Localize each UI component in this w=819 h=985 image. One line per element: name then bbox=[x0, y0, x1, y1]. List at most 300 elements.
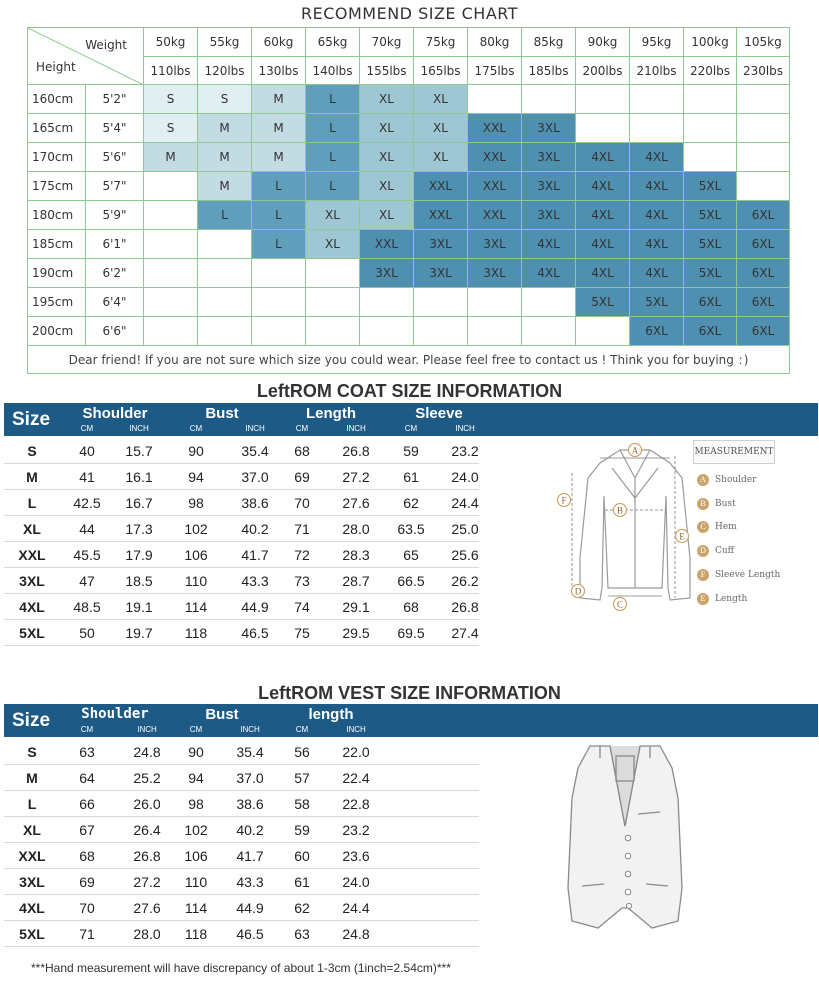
size-cell: 6XL bbox=[737, 201, 790, 230]
weight-lbs-header: 140lbs bbox=[306, 57, 360, 85]
coat-sketch-icon bbox=[580, 450, 690, 600]
coat-value: 74 bbox=[294, 599, 310, 615]
height-ft: 5'9" bbox=[86, 201, 144, 230]
size-cell: L bbox=[306, 143, 360, 172]
size-cell: 3XL bbox=[414, 259, 468, 288]
recommend-row bbox=[28, 143, 790, 172]
height-ft: 6'4" bbox=[86, 288, 144, 317]
coat-value: 37.0 bbox=[241, 469, 269, 485]
legend-label: Bust bbox=[715, 498, 736, 509]
coat-value: 106 bbox=[184, 547, 208, 563]
vest-value: 24.0 bbox=[342, 874, 370, 890]
marker-letter: F bbox=[561, 495, 567, 506]
size-cell bbox=[684, 85, 737, 114]
weight-kg-header: 75kg bbox=[414, 28, 468, 57]
coat-diagram-markers bbox=[558, 444, 689, 611]
size-label: L bbox=[27, 495, 37, 511]
height-axis-label: Height bbox=[36, 60, 76, 74]
marker-letter: A bbox=[631, 445, 639, 456]
legend-item bbox=[697, 542, 734, 558]
coat-header-sleeve: Sleeve bbox=[415, 405, 463, 422]
vest-size-row bbox=[4, 765, 479, 791]
size-cell: 5XL bbox=[630, 288, 684, 317]
vest-value: 98 bbox=[188, 796, 204, 812]
size-cell: XL bbox=[414, 85, 468, 114]
footnote: ***Hand measurement will have discrepancy of about 1-3cm (1inch=2.54cm)*** bbox=[31, 961, 451, 975]
size-cell: 4XL bbox=[630, 230, 684, 259]
coat-size-row bbox=[4, 568, 479, 594]
size-cell: XL bbox=[360, 172, 414, 201]
recommend-row bbox=[28, 172, 790, 201]
legend-item bbox=[697, 495, 736, 511]
vest-value: 67 bbox=[79, 822, 95, 838]
size-cell: 4XL bbox=[630, 201, 684, 230]
vest-value: 68 bbox=[79, 848, 95, 864]
legend-letter-icon: A bbox=[697, 474, 709, 486]
vest-unit-cm: CM bbox=[80, 725, 94, 734]
size-cell: M bbox=[252, 114, 306, 143]
vest-size-row bbox=[4, 791, 479, 817]
size-cell: XL bbox=[360, 201, 414, 230]
coat-unit-inch: INCH bbox=[455, 424, 475, 433]
size-cell: 3XL bbox=[360, 259, 414, 288]
coat-section-title: LeftROM COAT SIZE INFORMATION bbox=[256, 381, 563, 401]
size-cell: L bbox=[252, 201, 306, 230]
size-label: 5XL bbox=[19, 926, 45, 942]
size-cell: S bbox=[144, 114, 198, 143]
size-label: L bbox=[27, 796, 37, 812]
height-cm: 195cm bbox=[28, 288, 86, 317]
vest-value: 56 bbox=[294, 744, 310, 760]
coat-value: 98 bbox=[188, 495, 204, 511]
coat-value: 43.3 bbox=[241, 573, 269, 589]
size-cell: L bbox=[306, 114, 360, 143]
size-cell bbox=[576, 85, 630, 114]
size-cell: 4XL bbox=[630, 259, 684, 288]
vest-value: 58 bbox=[294, 796, 310, 812]
coat-value: 61 bbox=[403, 469, 419, 485]
measurement-legend-box bbox=[693, 440, 775, 464]
row-divider bbox=[4, 946, 479, 947]
coat-value: 26.8 bbox=[342, 443, 370, 459]
size-cell bbox=[252, 259, 306, 288]
weight-kg-header: 105kg bbox=[737, 28, 790, 57]
vest-value: 64 bbox=[79, 770, 95, 786]
coat-value: 59 bbox=[403, 443, 419, 459]
coat-value: 26.2 bbox=[451, 573, 479, 589]
vest-unit-inch: INCH bbox=[346, 725, 366, 734]
coat-value: 41.7 bbox=[241, 547, 269, 563]
vest-value: 94 bbox=[188, 770, 204, 786]
weight-kg-header: 95kg bbox=[630, 28, 684, 57]
vest-size-row bbox=[4, 739, 479, 765]
size-cell bbox=[684, 114, 737, 143]
vest-unit-inch: INCH bbox=[240, 725, 260, 734]
coat-value: 114 bbox=[184, 599, 208, 615]
size-cell bbox=[360, 317, 414, 346]
legend-item bbox=[697, 471, 756, 487]
coat-value: 63.5 bbox=[397, 521, 425, 537]
coat-value: 26.8 bbox=[451, 599, 479, 615]
size-label: M bbox=[26, 770, 38, 786]
height-ft: 5'2" bbox=[86, 85, 144, 114]
weight-lbs-header: 210lbs bbox=[630, 57, 684, 85]
weight-kg-header: 70kg bbox=[360, 28, 414, 57]
vest-header-bust: Bust bbox=[205, 706, 239, 723]
coat-value: 25.6 bbox=[451, 547, 479, 563]
size-cell: 5XL bbox=[576, 288, 630, 317]
size-cell: XXL bbox=[468, 114, 522, 143]
coat-value: 48.5 bbox=[73, 599, 101, 615]
weight-lbs-header: 120lbs bbox=[198, 57, 252, 85]
size-cell: 4XL bbox=[522, 259, 576, 288]
size-cell: 6XL bbox=[737, 288, 790, 317]
size-cell bbox=[144, 317, 198, 346]
recommend-row bbox=[28, 201, 790, 230]
coat-value: 118 bbox=[184, 625, 208, 641]
legend-letter-icon: D bbox=[697, 545, 709, 557]
size-cell bbox=[144, 201, 198, 230]
legend-item bbox=[697, 590, 747, 606]
vest-value: 106 bbox=[184, 848, 208, 864]
size-cell: M bbox=[198, 143, 252, 172]
size-cell: 4XL bbox=[576, 172, 630, 201]
coat-unit-cm: CM bbox=[80, 424, 94, 433]
size-cell: L bbox=[306, 172, 360, 201]
legend-letter-icon: F bbox=[697, 569, 709, 581]
coat-value: 24.4 bbox=[451, 495, 479, 511]
size-cell bbox=[684, 143, 737, 172]
coat-value: 70 bbox=[294, 495, 310, 511]
coat-value: 23.2 bbox=[451, 443, 479, 459]
legend-item bbox=[697, 566, 780, 582]
size-cell bbox=[144, 288, 198, 317]
size-cell: 6XL bbox=[737, 317, 790, 346]
weight-axis-label: Weight bbox=[85, 38, 127, 52]
size-cell bbox=[630, 85, 684, 114]
size-cell bbox=[252, 317, 306, 346]
recommend-row bbox=[28, 85, 790, 114]
size-label: XXL bbox=[18, 848, 46, 864]
size-cell: 5XL bbox=[684, 230, 737, 259]
size-label: 4XL bbox=[19, 599, 45, 615]
coat-value: 44 bbox=[79, 521, 95, 537]
weight-kg-header: 65kg bbox=[306, 28, 360, 57]
coat-value: 110 bbox=[184, 573, 208, 589]
coat-unit-inch: INCH bbox=[245, 424, 265, 433]
size-cell bbox=[306, 288, 360, 317]
coat-value: 25.0 bbox=[451, 521, 479, 537]
size-label: S bbox=[27, 443, 37, 459]
coat-value: 17.9 bbox=[125, 547, 153, 563]
coat-value: 102 bbox=[184, 521, 208, 537]
coat-size-row bbox=[4, 620, 479, 646]
weight-kg-header: 100kg bbox=[684, 28, 737, 57]
legend-letter-icon: E bbox=[697, 593, 709, 605]
marker-letter: C bbox=[616, 599, 624, 610]
size-cell: XXL bbox=[360, 230, 414, 259]
coat-value: 27.6 bbox=[342, 495, 370, 511]
size-cell: 6XL bbox=[737, 259, 790, 288]
size-cell: 6XL bbox=[684, 288, 737, 317]
vest-value: 44.9 bbox=[236, 900, 264, 916]
vest-value: 66 bbox=[79, 796, 95, 812]
recommend-chart-title: RECOMMEND SIZE CHART bbox=[301, 4, 518, 23]
vest-value: 110 bbox=[184, 874, 208, 890]
coat-value: 42.5 bbox=[73, 495, 101, 511]
recommend-size-chart bbox=[27, 0, 792, 373]
legend-label: Cuff bbox=[715, 546, 735, 557]
size-cell: M bbox=[252, 85, 306, 114]
vest-value: 62 bbox=[294, 900, 310, 916]
vest-value: 23.2 bbox=[342, 822, 370, 838]
coat-value: 68 bbox=[294, 443, 310, 459]
size-label: 4XL bbox=[19, 900, 45, 916]
coat-size-row bbox=[4, 516, 479, 542]
coat-value: 38.6 bbox=[241, 495, 269, 511]
vest-value: 70 bbox=[79, 900, 95, 916]
size-cell: 5XL bbox=[684, 201, 737, 230]
vest-size-header: Size bbox=[12, 710, 51, 731]
coat-value: 71 bbox=[294, 521, 310, 537]
vest-value: 102 bbox=[184, 822, 208, 838]
coat-size-header: Size bbox=[12, 409, 51, 430]
size-cell bbox=[252, 288, 306, 317]
vest-value: 22.0 bbox=[342, 744, 370, 760]
vest-unit-cm: CM bbox=[295, 725, 309, 734]
vest-value: 24.8 bbox=[342, 926, 370, 942]
size-cell: XL bbox=[360, 114, 414, 143]
vest-header-length: length bbox=[308, 706, 354, 723]
size-cell bbox=[198, 259, 252, 288]
height-ft: 6'1" bbox=[86, 230, 144, 259]
recommend-row bbox=[28, 114, 790, 143]
vest-value: 69 bbox=[79, 874, 95, 890]
coat-value: 47 bbox=[79, 573, 95, 589]
height-cm: 180cm bbox=[28, 201, 86, 230]
size-cell bbox=[468, 288, 522, 317]
size-cell bbox=[306, 317, 360, 346]
legend-label: Shoulder bbox=[715, 474, 757, 485]
size-cell: L bbox=[252, 172, 306, 201]
size-cell bbox=[737, 85, 790, 114]
legend-label: Hem bbox=[715, 522, 737, 533]
weight-kg-header: 85kg bbox=[522, 28, 576, 57]
coat-value: 44.9 bbox=[241, 599, 269, 615]
recommend-note: Dear friend! If you are not sure which size you could wear. Please feel free to contact us ! Think you for buying ：) bbox=[28, 346, 790, 374]
vest-value: 40.2 bbox=[236, 822, 264, 838]
vest-value: 27.2 bbox=[133, 874, 161, 890]
coat-value: 28.7 bbox=[342, 573, 370, 589]
coat-value: 16.1 bbox=[125, 469, 153, 485]
size-cell: 4XL bbox=[522, 230, 576, 259]
size-cell: 3XL bbox=[522, 172, 576, 201]
vest-unit-inch: INCH bbox=[137, 725, 157, 734]
vest-size-row bbox=[4, 869, 479, 895]
coat-value: 19.7 bbox=[125, 625, 153, 641]
recommend-row bbox=[28, 230, 790, 259]
size-cell: L bbox=[198, 201, 252, 230]
vest-value: 63 bbox=[79, 744, 95, 760]
size-cell: XL bbox=[414, 143, 468, 172]
vest-value: 57 bbox=[294, 770, 310, 786]
vest-value: 37.0 bbox=[236, 770, 264, 786]
vest-size-row bbox=[4, 895, 479, 921]
size-cell: M bbox=[198, 114, 252, 143]
vest-value: 24.4 bbox=[342, 900, 370, 916]
height-cm: 160cm bbox=[28, 85, 86, 114]
coat-value: 29.1 bbox=[342, 599, 370, 615]
size-cell: XXL bbox=[468, 201, 522, 230]
height-ft: 5'6" bbox=[86, 143, 144, 172]
weight-kg-header: 50kg bbox=[144, 28, 198, 57]
weight-lbs-header: 165lbs bbox=[414, 57, 468, 85]
size-cell: XL bbox=[360, 143, 414, 172]
size-cell: M bbox=[198, 172, 252, 201]
size-cell: S bbox=[198, 85, 252, 114]
coat-size-row bbox=[4, 438, 479, 464]
size-cell bbox=[737, 143, 790, 172]
size-cell: L bbox=[306, 85, 360, 114]
legend-label: Length bbox=[715, 593, 748, 604]
coat-value: 65 bbox=[403, 547, 419, 563]
size-cell bbox=[198, 288, 252, 317]
coat-value: 40.2 bbox=[241, 521, 269, 537]
coat-size-row bbox=[4, 594, 479, 620]
size-cell: XL bbox=[414, 114, 468, 143]
coat-unit-cm: CM bbox=[404, 424, 418, 433]
coat-value: 18.5 bbox=[125, 573, 153, 589]
size-cell bbox=[306, 259, 360, 288]
size-cell: XXL bbox=[468, 172, 522, 201]
recommend-row bbox=[28, 259, 790, 288]
coat-value: 15.7 bbox=[125, 443, 153, 459]
coat-value: 16.7 bbox=[125, 495, 153, 511]
vest-unit-cm: CM bbox=[189, 725, 203, 734]
legend-letter-icon: B bbox=[697, 498, 709, 510]
vest-value: 71 bbox=[79, 926, 95, 942]
vest-value: 25.2 bbox=[133, 770, 161, 786]
vest-value: 22.8 bbox=[342, 796, 370, 812]
height-cm: 200cm bbox=[28, 317, 86, 346]
vest-sketch-icon bbox=[560, 738, 690, 933]
weight-lbs-header: 200lbs bbox=[576, 57, 630, 85]
coat-value: 94 bbox=[188, 469, 204, 485]
vest-value: 22.4 bbox=[342, 770, 370, 786]
marker-letter: E bbox=[679, 531, 685, 542]
size-cell: 3XL bbox=[414, 230, 468, 259]
size-cell bbox=[522, 317, 576, 346]
size-cell bbox=[144, 259, 198, 288]
coat-header-bust: Bust bbox=[205, 405, 239, 422]
coat-value: 90 bbox=[188, 443, 204, 459]
coat-value: 46.5 bbox=[241, 625, 269, 641]
weight-lbs-header: 220lbs bbox=[684, 57, 737, 85]
vest-size-row bbox=[4, 921, 479, 947]
height-cm: 185cm bbox=[28, 230, 86, 259]
coat-value: 28.3 bbox=[342, 547, 370, 563]
vest-value: 43.3 bbox=[236, 874, 264, 890]
size-cell bbox=[576, 317, 630, 346]
height-ft: 5'4" bbox=[86, 114, 144, 143]
size-label: 3XL bbox=[19, 874, 45, 890]
size-cell bbox=[737, 114, 790, 143]
row-divider bbox=[4, 645, 479, 646]
size-cell: 4XL bbox=[630, 172, 684, 201]
weight-kg-header: 55kg bbox=[198, 28, 252, 57]
size-label: XXL bbox=[18, 547, 46, 563]
size-cell: XL bbox=[360, 85, 414, 114]
coat-value: 27.2 bbox=[342, 469, 370, 485]
weight-lbs-header: 110lbs bbox=[144, 57, 198, 85]
size-cell: 3XL bbox=[522, 201, 576, 230]
vest-value: 59 bbox=[294, 822, 310, 838]
vest-value: 35.4 bbox=[236, 744, 264, 760]
coat-size-row bbox=[4, 542, 479, 568]
coat-size-row bbox=[4, 464, 479, 490]
size-cell: L bbox=[252, 230, 306, 259]
coat-value: 41 bbox=[79, 469, 95, 485]
size-cell bbox=[522, 288, 576, 317]
coat-value: 19.1 bbox=[125, 599, 153, 615]
marker-letter: D bbox=[574, 586, 582, 597]
size-cell bbox=[144, 172, 198, 201]
size-cell bbox=[198, 230, 252, 259]
vest-value: 41.7 bbox=[236, 848, 264, 864]
coat-unit-cm: CM bbox=[295, 424, 309, 433]
weight-lbs-header: 130lbs bbox=[252, 57, 306, 85]
coat-value: 72 bbox=[294, 547, 310, 563]
size-cell: M bbox=[144, 143, 198, 172]
height-cm: 175cm bbox=[28, 172, 86, 201]
size-cell bbox=[468, 85, 522, 114]
legend-letter-icon: C bbox=[697, 521, 709, 533]
size-cell: 4XL bbox=[576, 230, 630, 259]
size-label: XL bbox=[23, 521, 41, 537]
recommend-row bbox=[28, 317, 790, 346]
size-cell: 6XL bbox=[630, 317, 684, 346]
coat-value: 27.4 bbox=[451, 625, 479, 641]
legend-label: Sleeve Length bbox=[715, 569, 781, 580]
height-cm: 190cm bbox=[28, 259, 86, 288]
coat-value: 69 bbox=[294, 469, 310, 485]
height-ft: 6'6" bbox=[86, 317, 144, 346]
size-cell bbox=[414, 317, 468, 346]
size-cell: XXL bbox=[414, 201, 468, 230]
size-cell bbox=[360, 288, 414, 317]
size-label: 5XL bbox=[19, 625, 45, 641]
size-cell: M bbox=[252, 143, 306, 172]
coat-value: 75 bbox=[294, 625, 310, 641]
size-cell: 3XL bbox=[468, 259, 522, 288]
coat-value: 29.5 bbox=[342, 625, 370, 641]
size-cell bbox=[414, 288, 468, 317]
size-cell: 3XL bbox=[522, 143, 576, 172]
size-cell bbox=[144, 230, 198, 259]
vest-value: 24.8 bbox=[133, 744, 161, 760]
vest-value: 27.6 bbox=[133, 900, 161, 916]
marker-letter: B bbox=[616, 505, 624, 516]
vest-value: 26.0 bbox=[133, 796, 161, 812]
weight-kg-header: 90kg bbox=[576, 28, 630, 57]
weight-kg-header: 60kg bbox=[252, 28, 306, 57]
vest-value: 118 bbox=[184, 926, 208, 942]
coat-value: 50 bbox=[79, 625, 95, 641]
size-cell: 6XL bbox=[684, 317, 737, 346]
size-cell: 5XL bbox=[684, 172, 737, 201]
vest-value: 26.8 bbox=[133, 848, 161, 864]
weight-lbs-header: 185lbs bbox=[522, 57, 576, 85]
